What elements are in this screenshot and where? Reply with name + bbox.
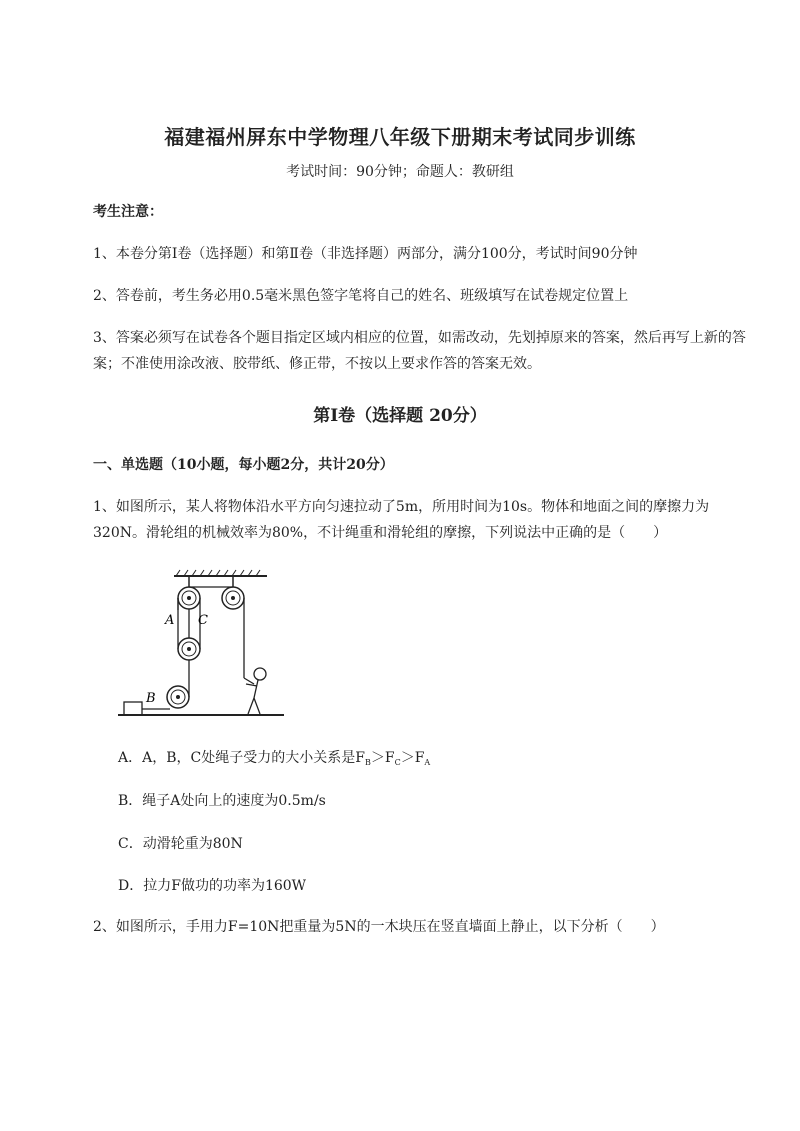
option-a[interactable]: A．A，B，C处绳子受力的大小关系是$F_B>F_C>F_A$ bbox=[118, 750, 431, 767]
section-title: 第I卷（选择题 20分） bbox=[313, 406, 487, 426]
page-title: 福建福州屏东中学物理八年级下册期末考试同步训练 bbox=[164, 125, 636, 149]
option-c[interactable]: C．动滑轮重为80N bbox=[118, 836, 243, 852]
note-item-1: 1、本卷分第I卷（选择题）和第Ⅱ卷（非选择题）两部分，满分100分，考试时间90分钟 bbox=[93, 246, 638, 262]
page-subtitle: 考试时间：90分钟；命题人：教研组 bbox=[286, 164, 514, 180]
question-2-text: 2、如图所示，手用力F=10N把重量为5N的一木块压在竖直墙面上静止，以下分析（ ） bbox=[93, 919, 665, 935]
notes-heading: 考生注意： bbox=[93, 204, 163, 220]
note-item-2: 2、答卷前，考生务必用0.5毫米黑色签字笔将自己的姓名、班级填写在试卷规定位置上 bbox=[93, 288, 629, 304]
option-d[interactable]: D．拉力F做功的功率为160W bbox=[118, 878, 307, 894]
question-1-text: 1、如图所示，某人将物体沿水平方向匀速拉动了5m，所用时间为10s。物体和地面之间的摩擦力为320N。滑轮组的机械效率为80%，不计绳重和滑轮组的摩擦，下列说法中正确的是（ ） bbox=[93, 499, 710, 541]
option-b[interactable]: B．绳子A处向上的速度为0.5m/s bbox=[118, 793, 326, 809]
pulley-figure bbox=[112, 566, 292, 722]
label-c: C bbox=[198, 613, 208, 628]
part-heading: 一、单选题（10小题，每小题2分，共计20分） bbox=[93, 457, 394, 473]
label-b: B bbox=[146, 691, 156, 706]
label-a: A bbox=[165, 613, 175, 628]
note-item-3: 3、答案必须写在试卷各个题目指定区域内相应的位置，如需改动，先划掉原来的答案，然后再写上新的答案；不准使用涂改液、胶带纸、修正带，不按以上要求作答的答案无效。 bbox=[93, 330, 746, 372]
